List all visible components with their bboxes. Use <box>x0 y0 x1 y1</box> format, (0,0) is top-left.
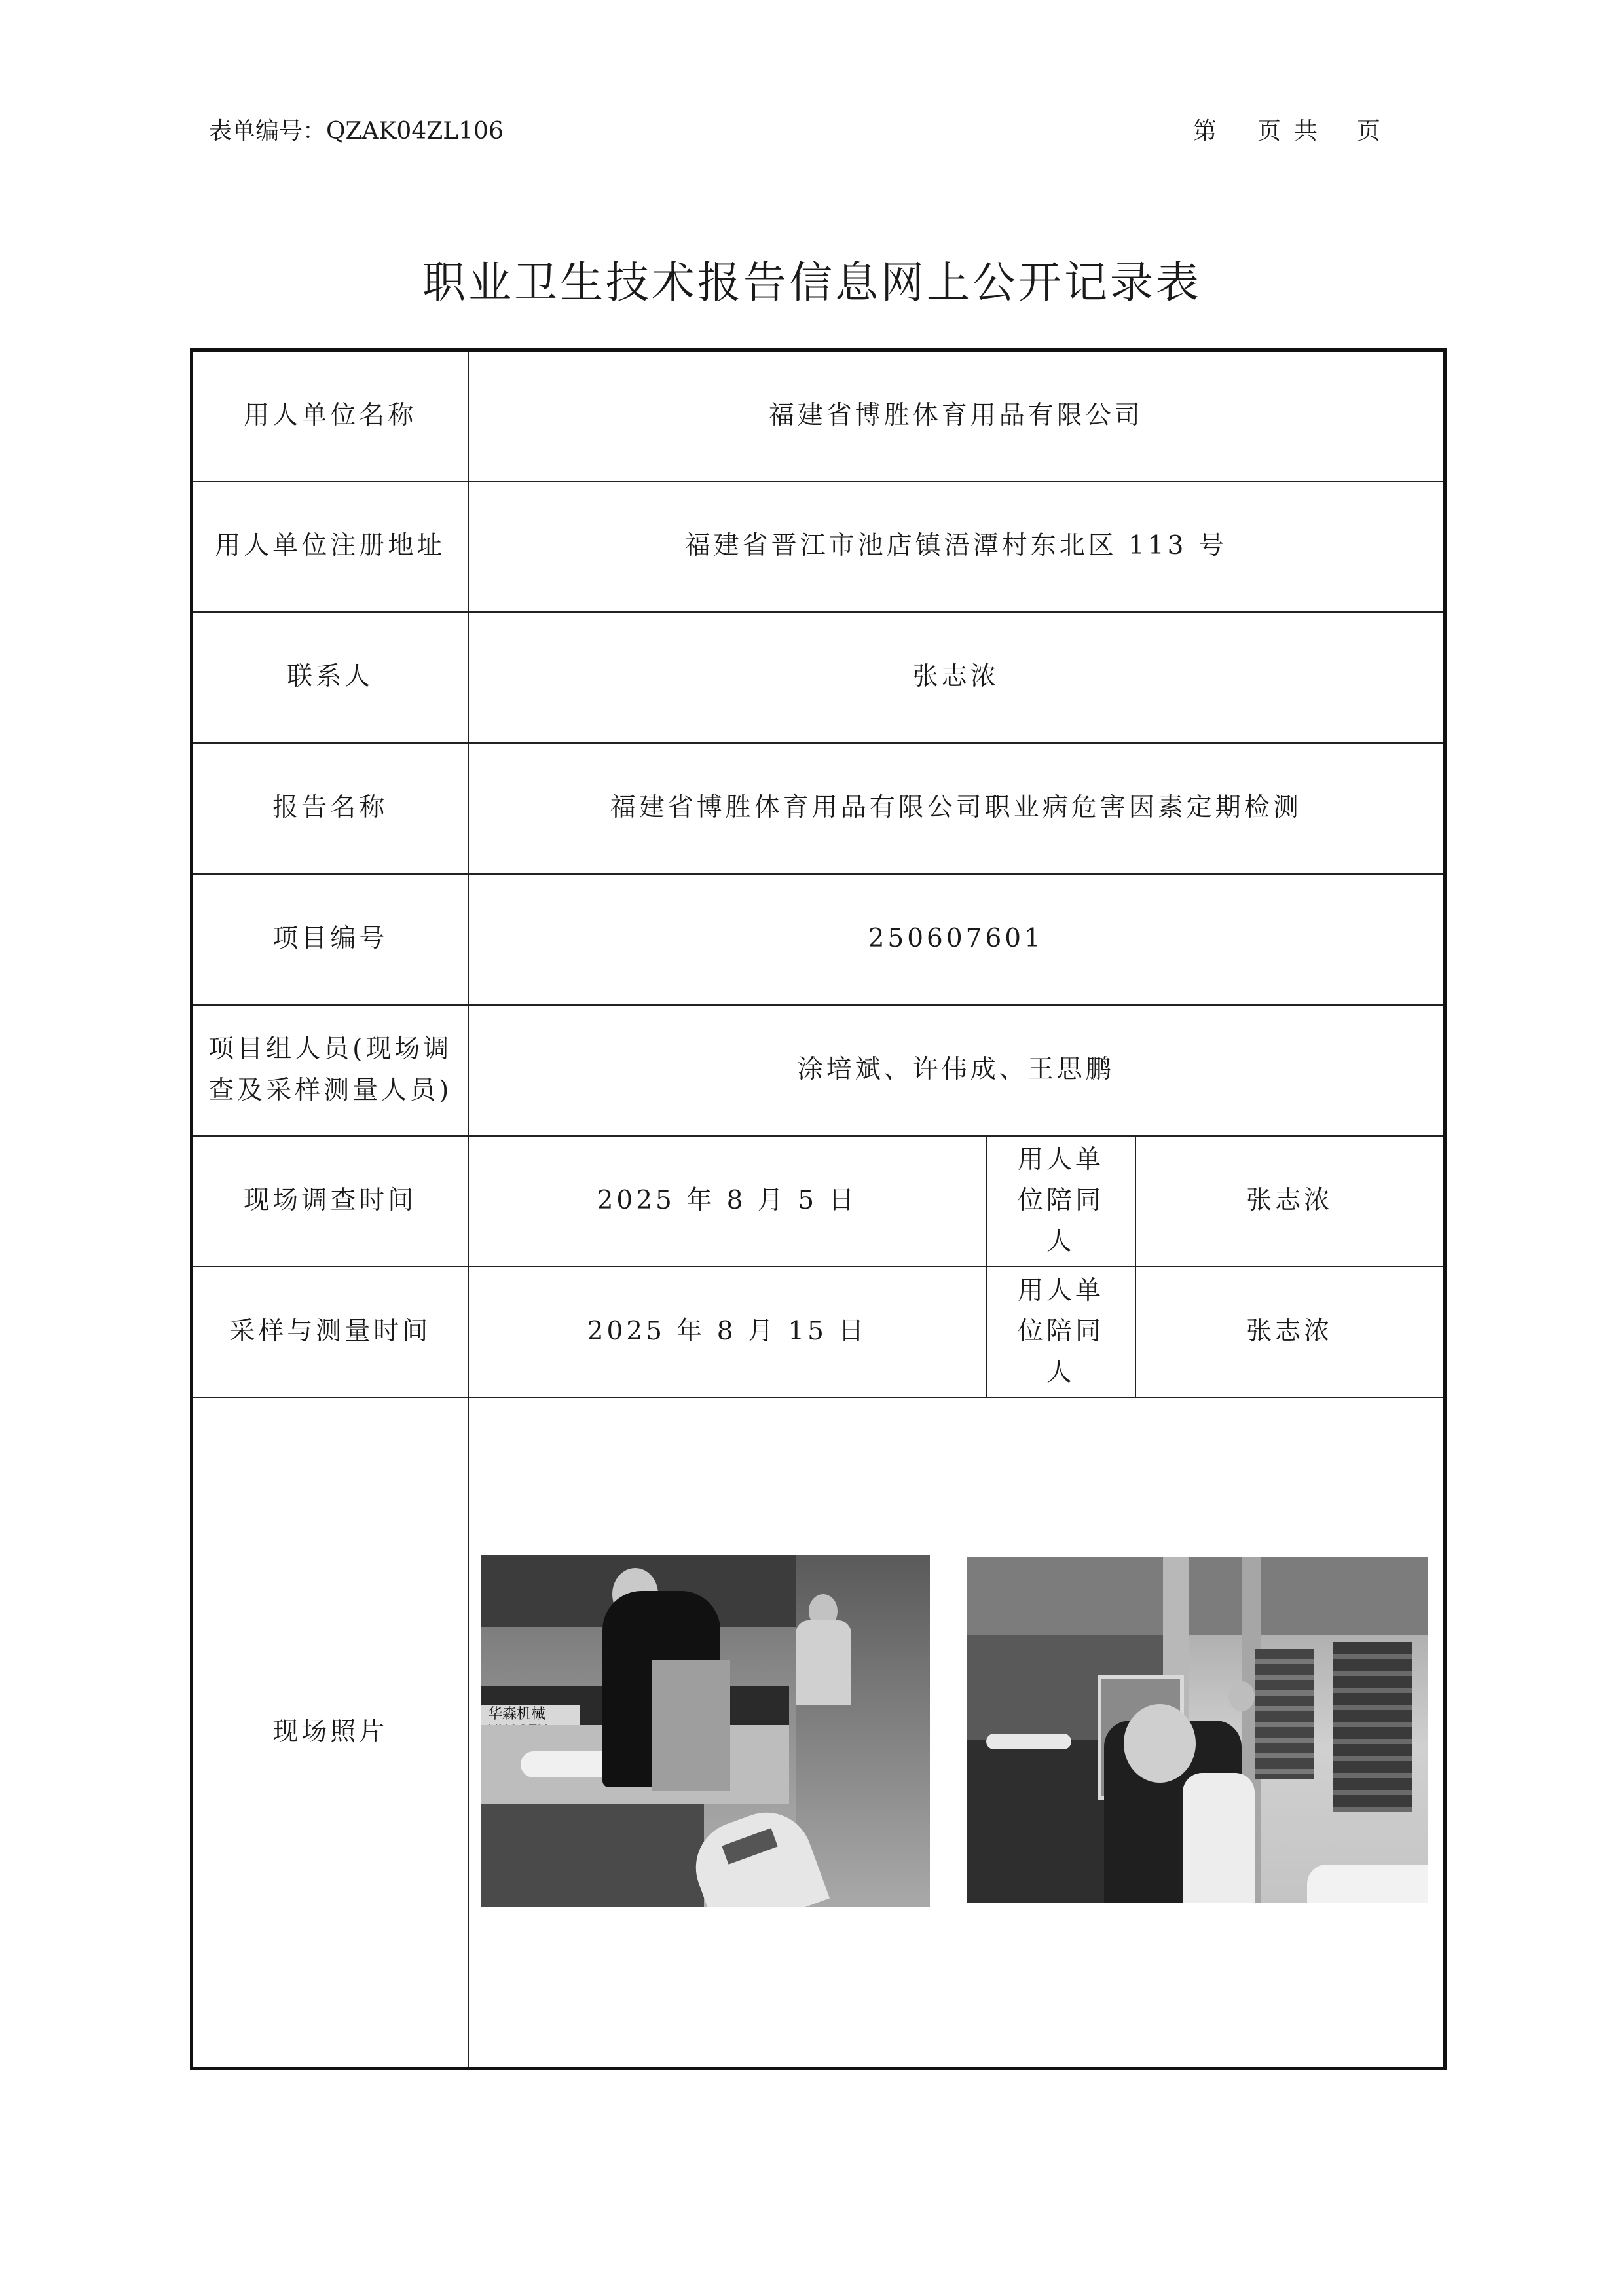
address-label: 用人单位注册地址 <box>192 481 468 612</box>
sampling-escort-label: 用人单位陪同人 <box>987 1267 1135 1398</box>
address-value: 福建省晋江市池店镇浯潭村东北区 113 号 <box>468 481 1445 612</box>
survey-escort-value: 张志浓 <box>1135 1136 1445 1267</box>
project-no-label: 项目编号 <box>192 874 468 1005</box>
team-value: 涂培斌、许伟成、王思鹏 <box>468 1005 1445 1136</box>
contact-label: 联系人 <box>192 612 468 743</box>
page-gong: 共 <box>1294 118 1318 145</box>
table-row <box>192 612 1445 743</box>
project-no-value: 250607601 <box>468 874 1445 1005</box>
report-label: 报告名称 <box>192 743 468 874</box>
table-row <box>192 1136 1445 1267</box>
sampling-time-label: 采样与测量时间 <box>192 1267 468 1398</box>
employer-name-value: 福建省博胜体育用品有限公司 <box>468 350 1445 481</box>
machine-label: 华森机械 <box>481 1705 580 1738</box>
site-photo-1 <box>481 1555 930 1907</box>
page-ye1: 页 <box>1257 118 1282 145</box>
table-row <box>192 1005 1445 1136</box>
table-row <box>192 874 1445 1005</box>
page-ye2: 页 <box>1357 118 1381 145</box>
team-label: 项目组人员(现场调查及采样测量人员) <box>192 1005 468 1136</box>
survey-time-label: 现场调查时间 <box>192 1136 468 1267</box>
survey-escort-label: 用人单位陪同人 <box>987 1136 1135 1267</box>
table-row <box>192 743 1445 874</box>
table-row <box>192 1267 1445 1398</box>
employer-name-label: 用人单位名称 <box>192 350 468 481</box>
sampling-time-value: 2025 年 8 月 15 日 <box>468 1267 987 1398</box>
table-row <box>192 481 1445 612</box>
site-photo-2 <box>967 1557 1428 1903</box>
page-di: 第 <box>1193 118 1217 145</box>
form-number: 表单编号：QZAK04ZL106 <box>208 118 504 145</box>
photos-label: 现场照片 <box>192 1398 468 2069</box>
page-indicator <box>1193 113 1380 146</box>
survey-time-value: 2025 年 8 月 5 日 <box>468 1136 987 1267</box>
table-row <box>192 350 1445 481</box>
page-title: 职业卫生技术报告信息网上公开记录表 <box>422 257 1202 308</box>
report-value: 福建省博胜体育用品有限公司职业病危害因素定期检测 <box>468 743 1445 874</box>
contact-value: 张志浓 <box>468 612 1445 743</box>
sampling-escort-value: 张志浓 <box>1135 1267 1445 1398</box>
